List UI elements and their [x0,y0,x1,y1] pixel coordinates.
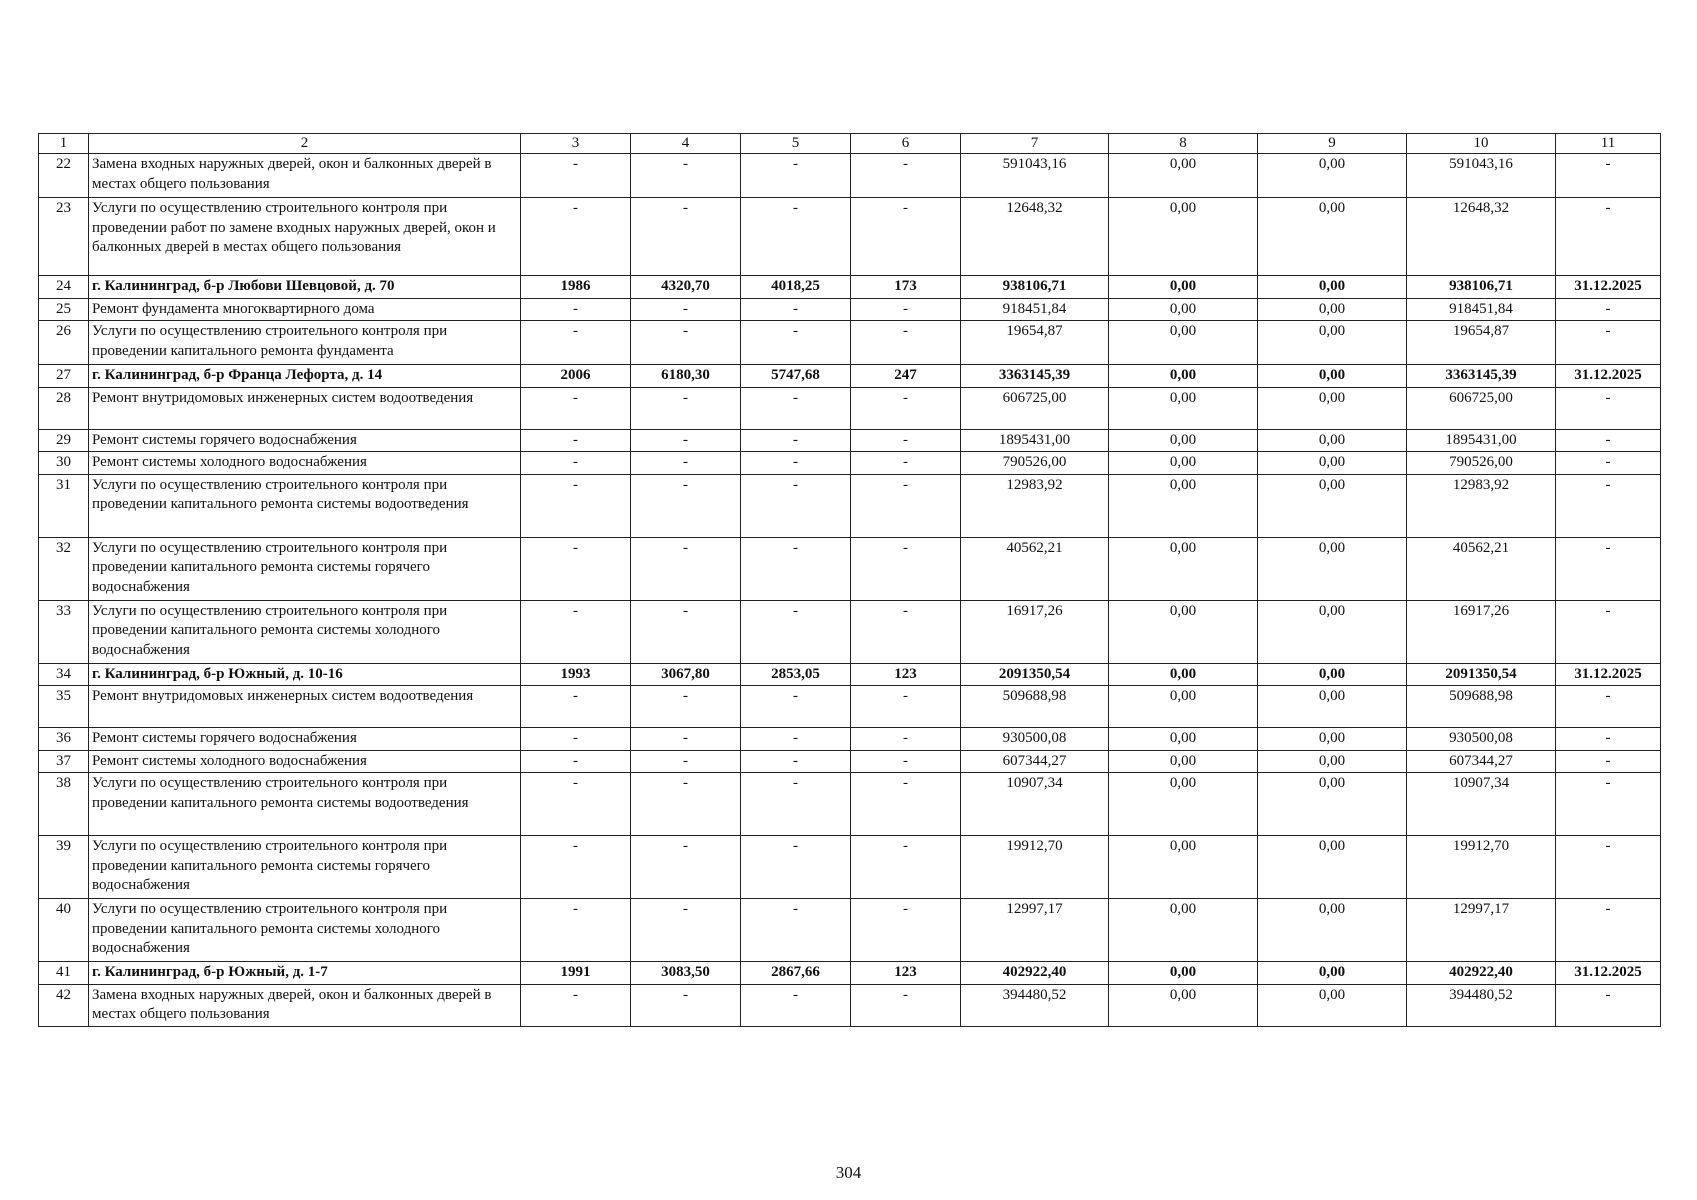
work-description-cell: Услуги по осуществлению строительного контроля при проведении капитального ремонта системы холодного водоснабжения [89,600,521,663]
value-cell-c5: - [741,429,851,452]
value-cell-c5: - [741,773,851,836]
value-cell-c5: - [741,474,851,537]
value-cell-c9: 0,00 [1258,537,1407,600]
value-cell-c8: 0,00 [1109,365,1258,388]
row-number-cell: 27 [39,365,89,388]
value-cell-c7: 40562,21 [961,537,1109,600]
row-number-cell: 38 [39,773,89,836]
column-number: 3 [521,134,631,154]
value-cell-c4: - [631,452,741,475]
work-description-cell: Ремонт системы холодного водоснабжения [89,452,521,475]
value-cell-c6: 123 [851,962,961,985]
value-cell-c10: 938106,71 [1407,276,1556,299]
page-number: 304 [835,1163,862,1182]
value-cell-c11: - [1556,452,1661,475]
row-number-cell: 24 [39,276,89,299]
value-cell-c11: - [1556,537,1661,600]
row-number-cell: 41 [39,962,89,985]
work-row [39,298,1661,321]
value-cell-c11: - [1556,773,1661,836]
value-cell-c10: 1895431,00 [1407,429,1556,452]
value-cell-c3: - [521,836,631,899]
work-schedule-table [38,133,1661,1027]
value-cell-c7: 16917,26 [961,600,1109,663]
work-row [39,750,1661,773]
value-cell-c8: 0,00 [1109,750,1258,773]
value-cell-c6: - [851,600,961,663]
work-row [39,537,1661,600]
value-cell-c10: 607344,27 [1407,750,1556,773]
value-cell-c10: 930500,08 [1407,728,1556,751]
value-cell-c6: - [851,686,961,728]
value-cell-c5: - [741,984,851,1026]
work-description-cell: Ремонт фундамента многоквартирного дома [89,298,521,321]
value-cell-c11: - [1556,836,1661,899]
work-description-cell: Услуги по осуществлению строительного контроля при проведении капитального ремонта системы горячего водоснабжения [89,836,521,899]
value-cell-c8: 0,00 [1109,387,1258,429]
value-cell-c6: 123 [851,663,961,686]
value-cell-c4: 3067,80 [631,663,741,686]
value-cell-c4: - [631,474,741,537]
work-description-cell: Ремонт внутридомовых инженерных систем водоотведения [89,686,521,728]
value-cell-c10: 402922,40 [1407,962,1556,985]
column-number: 9 [1258,134,1407,154]
work-row [39,984,1661,1026]
value-cell-c4: - [631,154,741,198]
value-cell-c3: - [521,387,631,429]
work-row [39,686,1661,728]
value-cell-c3: - [521,154,631,198]
value-cell-c11: - [1556,899,1661,962]
value-cell-c4: - [631,750,741,773]
value-cell-c8: 0,00 [1109,474,1258,537]
work-row [39,429,1661,452]
value-cell-c6: - [851,154,961,198]
value-cell-c5: - [741,728,851,751]
value-cell-c8: 0,00 [1109,600,1258,663]
work-description-cell: Услуги по осуществлению строительного контроля при проведении капитального ремонта системы водоотведения [89,773,521,836]
value-cell-c8: 0,00 [1109,773,1258,836]
address-row [39,276,1661,299]
value-cell-c4: - [631,387,741,429]
value-cell-c3: - [521,298,631,321]
value-cell-c6: - [851,452,961,475]
value-cell-c8: 0,00 [1109,663,1258,686]
value-cell-c4: - [631,198,741,276]
value-cell-c11: - [1556,984,1661,1026]
value-cell-c10: 12648,32 [1407,198,1556,276]
column-number: 11 [1556,134,1661,154]
value-cell-c10: 12997,17 [1407,899,1556,962]
value-cell-c6: 173 [851,276,961,299]
row-number-cell: 29 [39,429,89,452]
value-cell-c4: - [631,728,741,751]
work-row [39,452,1661,475]
value-cell-c3: 1986 [521,276,631,299]
work-row [39,321,1661,365]
value-cell-c7: 12997,17 [961,899,1109,962]
value-cell-c7: 790526,00 [961,452,1109,475]
value-cell-c7: 12648,32 [961,198,1109,276]
value-cell-c4: 3083,50 [631,962,741,985]
column-number: 8 [1109,134,1258,154]
row-number-cell: 36 [39,728,89,751]
value-cell-c8: 0,00 [1109,836,1258,899]
value-cell-c9: 0,00 [1258,962,1407,985]
value-cell-c9: 0,00 [1258,365,1407,388]
value-cell-c3: - [521,321,631,365]
value-cell-c10: 790526,00 [1407,452,1556,475]
work-description-cell: Замена входных наружных дверей, окон и балконных дверей в местах общего пользования [89,984,521,1026]
value-cell-c6: - [851,474,961,537]
value-cell-c8: 0,00 [1109,154,1258,198]
column-number: 2 [89,134,521,154]
value-cell-c6: - [851,537,961,600]
value-cell-c5: - [741,321,851,365]
value-cell-c8: 0,00 [1109,728,1258,751]
value-cell-c9: 0,00 [1258,452,1407,475]
address-row [39,962,1661,985]
value-cell-c11: - [1556,321,1661,365]
value-cell-c10: 12983,92 [1407,474,1556,537]
column-number: 5 [741,134,851,154]
value-cell-c11: - [1556,750,1661,773]
value-cell-c8: 0,00 [1109,452,1258,475]
value-cell-c5: 2853,05 [741,663,851,686]
value-cell-c4: 4320,70 [631,276,741,299]
row-number-cell: 28 [39,387,89,429]
value-cell-c3: - [521,537,631,600]
value-cell-c7: 938106,71 [961,276,1109,299]
value-cell-c7: 591043,16 [961,154,1109,198]
value-cell-c3: - [521,686,631,728]
value-cell-c8: 0,00 [1109,429,1258,452]
value-cell-c5: - [741,836,851,899]
value-cell-c3: - [521,899,631,962]
value-cell-c11: 31.12.2025 [1556,365,1661,388]
value-cell-c9: 0,00 [1258,663,1407,686]
value-cell-c3: 1991 [521,962,631,985]
value-cell-c9: 0,00 [1258,154,1407,198]
value-cell-c11: - [1556,198,1661,276]
value-cell-c10: 606725,00 [1407,387,1556,429]
value-cell-c11: 31.12.2025 [1556,663,1661,686]
row-number-cell: 42 [39,984,89,1026]
value-cell-c3: 2006 [521,365,631,388]
value-cell-c6: - [851,750,961,773]
value-cell-c6: - [851,429,961,452]
value-cell-c3: - [521,750,631,773]
value-cell-c5: - [741,298,851,321]
value-cell-c10: 40562,21 [1407,537,1556,600]
value-cell-c8: 0,00 [1109,298,1258,321]
value-cell-c4: 6180,30 [631,365,741,388]
work-row [39,728,1661,751]
value-cell-c9: 0,00 [1258,750,1407,773]
value-cell-c11: - [1556,298,1661,321]
value-cell-c9: 0,00 [1258,899,1407,962]
work-description-cell: Услуги по осуществлению строительного контроля при проведении капитального ремонта системы водоотведения [89,474,521,537]
value-cell-c9: 0,00 [1258,836,1407,899]
work-description-cell: Услуги по осуществлению строительного контроля при проведении работ по замене входных наружных дверей, окон и балконных дверей в местах общего пользования [89,198,521,276]
work-row [39,773,1661,836]
value-cell-c6: - [851,198,961,276]
row-number-cell: 32 [39,537,89,600]
value-cell-c5: - [741,750,851,773]
work-row [39,600,1661,663]
address-row [39,663,1661,686]
value-cell-c8: 0,00 [1109,686,1258,728]
value-cell-c10: 2091350,54 [1407,663,1556,686]
value-cell-c10: 918451,84 [1407,298,1556,321]
value-cell-c5: 5747,68 [741,365,851,388]
value-cell-c5: - [741,899,851,962]
value-cell-c4: - [631,773,741,836]
value-cell-c4: - [631,321,741,365]
value-cell-c3: - [521,429,631,452]
value-cell-c3: - [521,600,631,663]
column-number: 6 [851,134,961,154]
value-cell-c3: 1993 [521,663,631,686]
value-cell-c5: 2867,66 [741,962,851,985]
value-cell-c9: 0,00 [1258,686,1407,728]
value-cell-c11: - [1556,600,1661,663]
address-cell: г. Калининград, б-р Южный, д. 1-7 [89,962,521,985]
value-cell-c7: 394480,52 [961,984,1109,1026]
value-cell-c4: - [631,298,741,321]
value-cell-c9: 0,00 [1258,773,1407,836]
work-description-cell: Ремонт системы холодного водоснабжения [89,750,521,773]
value-cell-c3: - [521,728,631,751]
value-cell-c7: 930500,08 [961,728,1109,751]
value-cell-c7: 402922,40 [961,962,1109,985]
value-cell-c7: 1895431,00 [961,429,1109,452]
value-cell-c10: 19912,70 [1407,836,1556,899]
address-cell: г. Калининград, б-р Франца Лефорта, д. 14 [89,365,521,388]
value-cell-c7: 19912,70 [961,836,1109,899]
value-cell-c3: - [521,474,631,537]
value-cell-c8: 0,00 [1109,537,1258,600]
value-cell-c6: - [851,899,961,962]
value-cell-c9: 0,00 [1258,728,1407,751]
value-cell-c4: - [631,836,741,899]
work-description-cell: Услуги по осуществлению строительного контроля при проведении капитального ремонта системы холодного водоснабжения [89,899,521,962]
value-cell-c11: 31.12.2025 [1556,276,1661,299]
value-cell-c9: 0,00 [1258,387,1407,429]
value-cell-c3: - [521,984,631,1026]
value-cell-c10: 10907,34 [1407,773,1556,836]
column-number-row [39,134,1661,154]
row-number-cell: 30 [39,452,89,475]
value-cell-c10: 394480,52 [1407,984,1556,1026]
value-cell-c4: - [631,537,741,600]
value-cell-c6: - [851,984,961,1026]
value-cell-c3: - [521,773,631,836]
value-cell-c8: 0,00 [1109,899,1258,962]
work-row [39,198,1661,276]
row-number-cell: 39 [39,836,89,899]
row-number-cell: 34 [39,663,89,686]
value-cell-c10: 19654,87 [1407,321,1556,365]
row-number-cell: 37 [39,750,89,773]
value-cell-c7: 10907,34 [961,773,1109,836]
value-cell-c8: 0,00 [1109,276,1258,299]
work-row [39,474,1661,537]
value-cell-c8: 0,00 [1109,962,1258,985]
value-cell-c8: 0,00 [1109,198,1258,276]
row-number-cell: 26 [39,321,89,365]
value-cell-c9: 0,00 [1258,600,1407,663]
value-cell-c10: 509688,98 [1407,686,1556,728]
value-cell-c10: 591043,16 [1407,154,1556,198]
value-cell-c3: - [521,452,631,475]
address-row [39,365,1661,388]
value-cell-c6: - [851,321,961,365]
work-description-cell: Замена входных наружных дверей, окон и балконных дверей в местах общего пользования [89,154,521,198]
value-cell-c3: - [521,198,631,276]
value-cell-c9: 0,00 [1258,198,1407,276]
value-cell-c6: - [851,387,961,429]
row-number-cell: 31 [39,474,89,537]
value-cell-c4: - [631,686,741,728]
work-row [39,836,1661,899]
value-cell-c8: 0,00 [1109,984,1258,1026]
work-row [39,387,1661,429]
value-cell-c6: 247 [851,365,961,388]
work-description-cell: Ремонт внутридомовых инженерных систем водоотведения [89,387,521,429]
work-description-cell: Ремонт системы горячего водоснабжения [89,429,521,452]
value-cell-c7: 509688,98 [961,686,1109,728]
value-cell-c4: - [631,899,741,962]
value-cell-c6: - [851,298,961,321]
address-cell: г. Калининград, б-р Южный, д. 10-16 [89,663,521,686]
value-cell-c6: - [851,728,961,751]
value-cell-c8: 0,00 [1109,321,1258,365]
work-description-cell: Услуги по осуществлению строительного контроля при проведении капитального ремонта системы горячего водоснабжения [89,537,521,600]
value-cell-c10: 16917,26 [1407,600,1556,663]
value-cell-c7: 2091350,54 [961,663,1109,686]
work-row [39,899,1661,962]
row-number-cell: 40 [39,899,89,962]
value-cell-c11: 31.12.2025 [1556,962,1661,985]
value-cell-c7: 12983,92 [961,474,1109,537]
value-cell-c11: - [1556,429,1661,452]
value-cell-c11: - [1556,474,1661,537]
value-cell-c9: 0,00 [1258,984,1407,1026]
value-cell-c5: - [741,600,851,663]
value-cell-c11: - [1556,686,1661,728]
value-cell-c4: - [631,429,741,452]
row-number-cell: 33 [39,600,89,663]
work-row [39,154,1661,198]
value-cell-c7: 19654,87 [961,321,1109,365]
value-cell-c6: - [851,773,961,836]
value-cell-c9: 0,00 [1258,321,1407,365]
row-number-cell: 25 [39,298,89,321]
value-cell-c7: 606725,00 [961,387,1109,429]
column-number: 7 [961,134,1109,154]
table-body [39,134,1661,1027]
value-cell-c5: - [741,198,851,276]
value-cell-c9: 0,00 [1258,474,1407,537]
value-cell-c9: 0,00 [1258,298,1407,321]
value-cell-c7: 3363145,39 [961,365,1109,388]
value-cell-c5: - [741,452,851,475]
work-description-cell: Услуги по осуществлению строительного контроля при проведении капитального ремонта фундамента [89,321,521,365]
value-cell-c9: 0,00 [1258,429,1407,452]
value-cell-c7: 607344,27 [961,750,1109,773]
value-cell-c5: 4018,25 [741,276,851,299]
value-cell-c6: - [851,836,961,899]
row-number-cell: 22 [39,154,89,198]
value-cell-c5: - [741,154,851,198]
address-cell: г. Калининград, б-р Любови Шевцовой, д. 70 [89,276,521,299]
value-cell-c11: - [1556,154,1661,198]
value-cell-c11: - [1556,728,1661,751]
column-number: 10 [1407,134,1556,154]
value-cell-c4: - [631,984,741,1026]
value-cell-c10: 3363145,39 [1407,365,1556,388]
column-number: 4 [631,134,741,154]
work-description-cell: Ремонт системы горячего водоснабжения [89,728,521,751]
value-cell-c4: - [631,600,741,663]
value-cell-c11: - [1556,387,1661,429]
row-number-cell: 35 [39,686,89,728]
column-number: 1 [39,134,89,154]
value-cell-c9: 0,00 [1258,276,1407,299]
value-cell-c5: - [741,387,851,429]
value-cell-c5: - [741,537,851,600]
value-cell-c5: - [741,686,851,728]
value-cell-c7: 918451,84 [961,298,1109,321]
row-number-cell: 23 [39,198,89,276]
